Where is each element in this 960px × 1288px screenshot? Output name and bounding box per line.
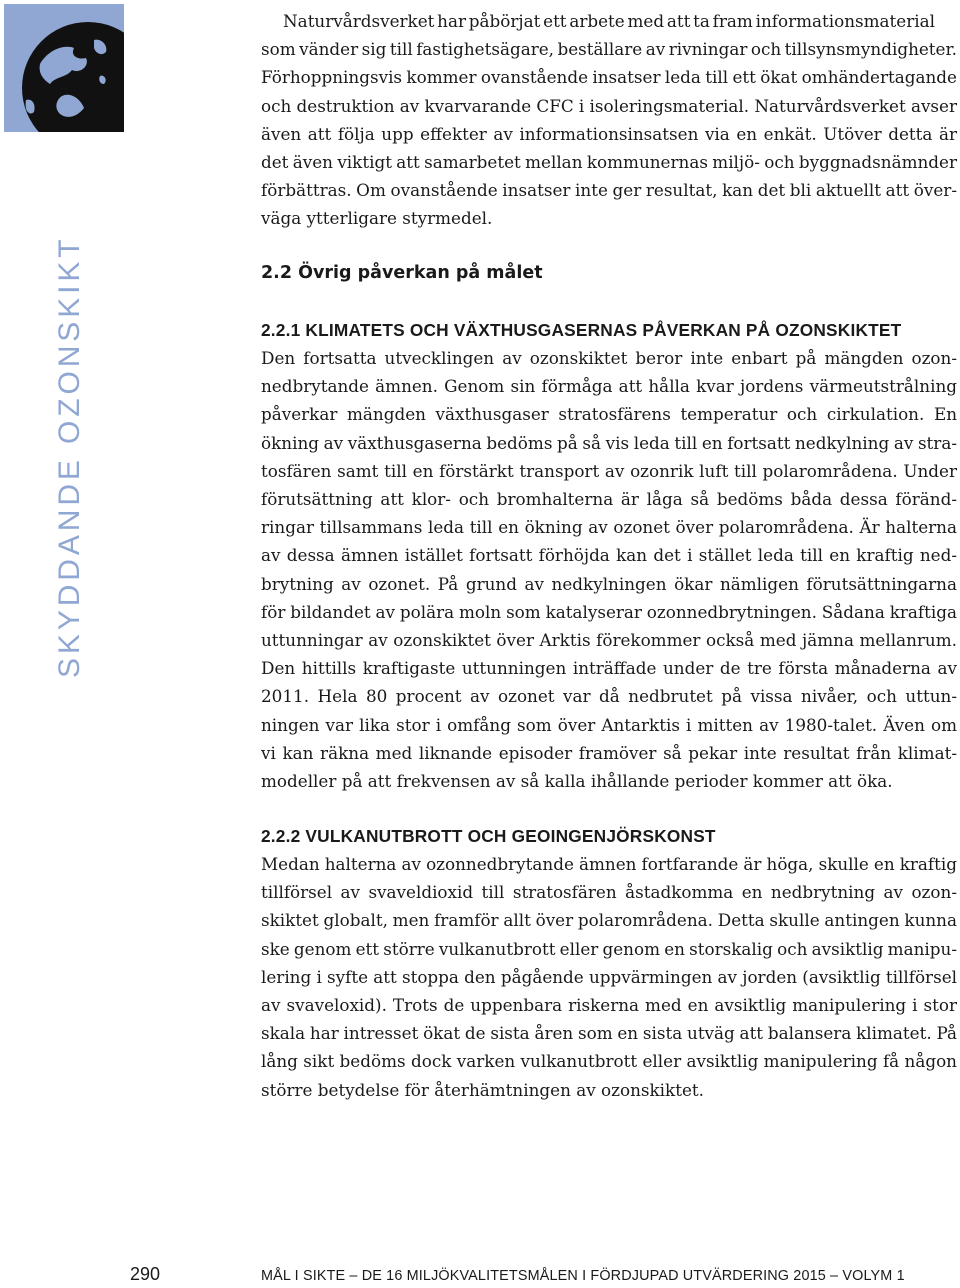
text-line: av svaveloxid). Trots de uppenbara riskerna med en avsiktlig manipulering i stor	[261, 995, 957, 1016]
text-line: lång sikt bedöms dock varken vulkanutbrott eller avsiktlig manipulering få någon	[261, 1051, 957, 1072]
subsection-body	[261, 344, 957, 795]
text-line: även att följa upp effekter av informationsinsatsen via en enkät. Utöver detta är	[261, 123, 957, 144]
text-line: vi kan räkna med liknande episoder framöver så pekar inte resultat från klimat-	[261, 742, 957, 763]
text-line: skiktet globalt, men framför allt över polarområdena. Detta skulle antingen kunna	[261, 910, 957, 931]
text-line: Den fortsatta utvecklingen av ozonskiktet beror inte enbart på mängden ozon-	[261, 348, 957, 368]
text-line: lering i syfte att stoppa den pågående uppvärmingen av jorden (avsiktlig tillförsel	[261, 966, 957, 987]
text-line: tosfären samt till en förstärkt transport av ozonrik luft till polarområdena. Under	[261, 460, 957, 481]
text-line: förutsättning att klor- och bromhalterna är låga så bedöms båda dessa föränd-	[261, 489, 957, 510]
text-line: Naturvårdsverket har påbörjat ett arbete med att ta fram informationsmaterial	[283, 11, 935, 31]
side-label	[52, 235, 92, 678]
subsection-heading: 2.2.2 VULKANUTBROTT OCH GEOINGENJÖRSKONST	[261, 826, 716, 846]
text-line: större betydelse för återhämtningen av ozonskiktet.	[261, 1079, 704, 1100]
text-line: ningen var lika stor i omfång som över Antarktis i mitten av 1980-talet. Även om	[261, 714, 957, 735]
text-line: påverkar mängden växthusgaser stratosfärens temperatur och cirkulation. En	[261, 404, 957, 425]
page-number: 290	[130, 1264, 161, 1284]
text-line: och destruktion av kvarvarande CFC i isoleringsmaterial. Naturvårdsverket avser	[261, 95, 957, 116]
text-line: Den hittills kraftigaste uttunningen inträffade under de tre första månaderna av	[261, 658, 957, 679]
text-line: det även viktigt att samarbetet mellan kommunernas miljö- och byggnadsnämnder	[261, 152, 957, 173]
text-line: Medan halterna av ozonnedbrytande ämnen fortfarande är höga, skulle en kraftig	[261, 854, 957, 874]
globe-icon	[4, 4, 124, 132]
text-line: brytning av ozonet. På grund av nedkylningen ökar nämligen förutsättningarna	[261, 573, 957, 594]
side-label-text: SKYDDANDE OZONSKIKT	[53, 235, 86, 678]
text-line: av dessa ämnen istället fortsatt förhöjda kan det i stället leda till en kraftig ned-	[261, 545, 957, 566]
text-line: Förhoppningsvis kommer ovanstående insatser leda till ett ökat omhändertagande	[261, 67, 957, 88]
text-line: nedbrytande ämnen. Genom sin förmåga att hålla kvar jordens värmeutstrålning	[261, 376, 957, 397]
text-line: väga ytterligare styrmedel.	[261, 208, 493, 229]
text-line: 2011. Hela 80 procent av ozonet var då nedbrutet på vissa nivåer, och uttun-	[261, 686, 957, 707]
text-line: som vänder sig till fastighetsägare, beställare av rivningar och tillsynsmyndigheter.	[261, 39, 957, 60]
subsection-heading: 2.2.1 KLIMATETS OCH VÄXTHUSGASERNAS PÅVERKAN PÅ OZONSKIKTET	[261, 320, 902, 340]
text-line: ökning av växthusgaserna bedöms på så vis leda till en fortsatt nedkylning av stra-	[261, 432, 957, 453]
subsection-body	[261, 850, 957, 1104]
text-line: ske genom ett större vulkanutbrott eller genom en storskalig och avsiktlig manipu-	[261, 938, 957, 959]
text-line: skala har intresset ökat de sista åren som en sista utväg att balansera klimatet. På	[261, 1023, 957, 1044]
text-line: för bildandet av polära moln som katalyserar ozonnedbrytningen. Sådana kraftiga	[261, 601, 957, 622]
intro-paragraph	[261, 7, 957, 233]
section-heading: 2.2 Övrig påverkan på målet	[261, 263, 543, 283]
text-line: modeller på att frekvensen av så kalla ihållande perioder kommer att öka.	[261, 771, 893, 792]
text-line: förbättras. Om ovanstående insatser inte ger resultat, kan det bli aktuellt att över-	[261, 180, 957, 201]
text-line: uttunningar av ozonskiktet över Arktis förekommer också med jämna mellanrum.	[261, 630, 957, 651]
text-line: ringar tillsammans leda till en ökning av ozonet över polarområdena. Är halterna	[261, 517, 957, 538]
footer-title: MÅL I SIKTE – DE 16 MILJÖKVALITETSMÅLEN I FÖRDJUPAD UTVÄRDERING 2015 – VOLYM 1	[261, 1268, 905, 1284]
text-line: tillförsel av svaveldioxid till stratosfären åstadkomma en nedbrytning av ozon-	[261, 882, 957, 903]
